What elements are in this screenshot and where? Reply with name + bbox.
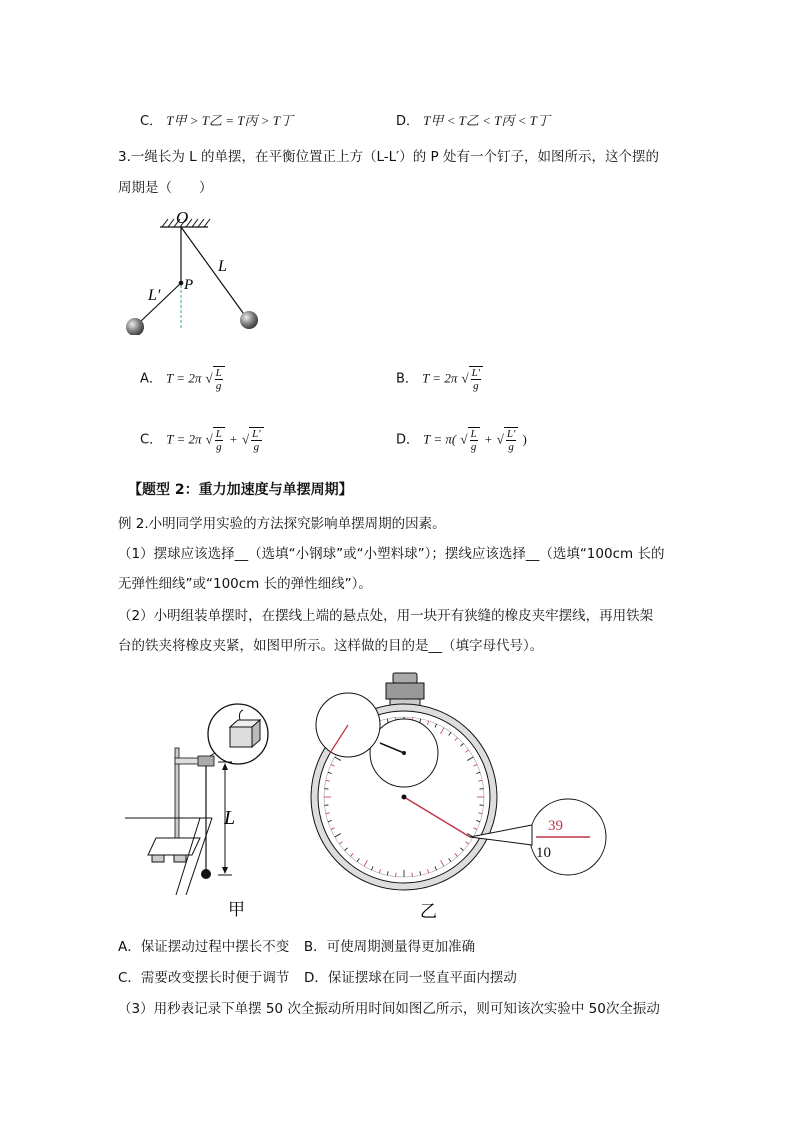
q3-option-d: D． T = π( √ $\frac{L}{g}$ + √ $\frac{L'}{g}$ ) [396,428,527,453]
ex2-intro: 例 2.小明同学用实验的方法探究影响单摆周期的因素。 [118,516,446,532]
fig-jia-caption: 甲 [228,900,245,919]
ex2-option-c: C．需要改变摆长时便于调节 [118,970,290,986]
q3-stem-line1: 3.一绳长为 L 的单摆，在平衡位置正上方（L-L′）的 P 处有一个钉子，如图所示，这个摆的 [118,149,659,165]
q3-pendulum-figure [118,205,278,335]
fig-yi-caption: 乙 [420,902,437,921]
q3-stem-line2: 周期是（ ） [118,180,213,196]
q2-option-d-expr: T甲 < T乙 < T丙 < T丁 [423,113,550,128]
fig-jia-label-l: L [224,807,236,829]
label-lprime: L′ [148,287,161,304]
ex2-option-d: D．保证摆球在同一竖直平面内摆动 [304,970,517,986]
q2-option-d: D． T甲 < T乙 < T丙 < T丁 [396,113,550,129]
ex2-option-ab [118,935,475,955]
figure-yi-stopwatch [300,665,610,927]
ex2-part2-line1: （2）小明组装单摆时，在摆线上端的悬点处，用一块开有狭缝的橡皮夹牢摆线，再用铁架 [118,608,654,624]
label-l: L [218,258,227,275]
ex2-part2-line2: 台的铁夹将橡皮夹紧，如图甲所示。这样做的目的是__（填字母代号）。 [118,638,544,654]
label-o: O [176,208,189,227]
ex2-part1-line2: 无弹性细线”或“100cm 长的弹性细线”）。 [118,576,372,592]
figure-jia-apparatus [120,700,305,925]
right-bob-icon [240,311,258,329]
q3-option-c: C． T = 2π √ $\frac{L}{g}$ + √ $\frac{L'}{g}$ [140,427,264,453]
zoom-label-39: 39 [548,818,563,834]
zoom-label-10: 10 [536,845,551,861]
ex2-option-cd [118,966,517,986]
ex2-part1-line1: （1）摆球应该选择__（选填“小钢球”或“小塑料球”）；摆线应该选择__（选填“100cm 长的 [118,546,665,562]
ex2-option-a: A．保证摆动过程中摆长不变 [118,939,290,955]
ex2-part3-line1: （3）用秒表记录下单摆 50 次全振动所用时间如图乙所示，则可知该次实验中 50次全振动 [118,1001,660,1017]
section-heading: 【题型 2：重力加速度与单摆周期】 [128,482,353,498]
q3-option-a: A． T = 2π √ $\frac{L}{g}$ [140,366,225,392]
ex2-option-b: B．可使周期测量得更加准确 [303,939,476,955]
q3-option-b: B． T = 2π √ $\frac{L'}{g}$ [396,366,483,392]
q2-option-c: C． T甲 > T乙 = T丙 > T丁 [140,113,293,129]
q2-option-c-expr: T甲 > T乙 = T丙 > T丁 [166,113,293,128]
label-p: P [184,277,194,293]
